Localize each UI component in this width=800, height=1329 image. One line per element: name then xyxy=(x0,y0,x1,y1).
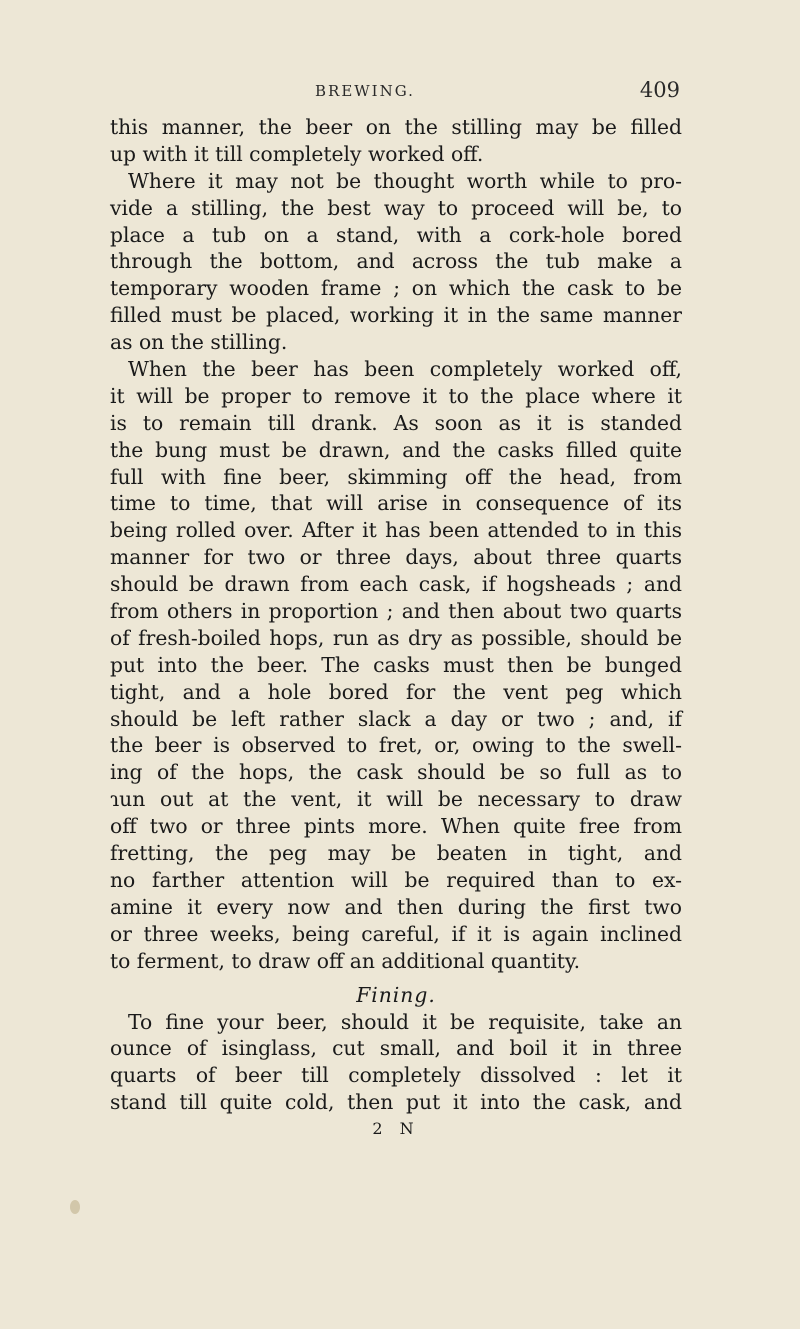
running-head: BREWING. xyxy=(315,82,415,100)
text-line: place a tub on a stand, with a cork-hole bored xyxy=(110,222,682,247)
text-line: manner for two or three days, about three quarts xyxy=(110,545,682,570)
text-line: temporary wooden frame ; on which the cask to be xyxy=(110,276,682,301)
text-line: tight, and a hole bored for the vent peg which xyxy=(110,679,682,704)
text-line: this manner, the beer on the stilling may be filled xyxy=(110,115,682,139)
text-line: off two or three pints more. When quite free from xyxy=(110,814,682,839)
text-line: To fine your beer, should it be requisite, take an xyxy=(128,1009,682,1034)
text-line: ounce of isinglass, cut small, and boil it in three xyxy=(110,1036,682,1061)
text-line: When the beer has been completely worked off, xyxy=(128,357,682,382)
section-heading: Fining. xyxy=(356,982,436,1007)
text-line: filled must be placed, working it in the same manner xyxy=(110,303,682,328)
text-line: Where it may not be thought worth while to pro- xyxy=(128,168,682,193)
text-line: through the bottom, and across the tub make a xyxy=(110,249,682,274)
body-text xyxy=(110,114,682,1143)
text-line: of fresh-boiled hops, run as dry as possible, should be xyxy=(110,625,682,650)
text-line: is to remain till drank. As soon as it is standed xyxy=(110,410,682,435)
page-number: 409 xyxy=(639,78,680,102)
text-line: the bung must be drawn, and the casks filled quite xyxy=(110,437,682,462)
text-line: as on the stilling. xyxy=(110,330,288,355)
text-line: stand till quite cold, then put it into the cask, and xyxy=(110,1090,682,1115)
text-line: the beer is observed to fret, or, owing to the swell- xyxy=(110,733,682,758)
page-header xyxy=(110,78,680,108)
text-line: to ferment, to draw off an additional quantity. xyxy=(110,948,581,973)
text-line: vide a stilling, the best way to proceed will be, to xyxy=(110,195,682,220)
text-line: time to time, that will arise in consequence of its xyxy=(110,491,682,516)
signature-mark: 2 N xyxy=(372,1119,420,1139)
text-line: being rolled over. After it has been attended to in this xyxy=(110,518,682,543)
paper-stain xyxy=(70,1200,80,1214)
text-line: amine it every now and then during the first two xyxy=(110,894,682,919)
text-line: should be left rather slack a day or two ; and, if xyxy=(110,706,682,731)
text-line: no farther attention will be required than to ex- xyxy=(110,867,682,892)
text-line: put into the beer. The casks must then be bunged xyxy=(110,652,682,677)
text-line: it will be proper to remove it to the place where it xyxy=(110,383,682,408)
text-line: full with fine beer, skimming off the head, from xyxy=(110,464,682,489)
text-line: from others in proportion ; and then about two quarts xyxy=(110,599,682,624)
text-line: or three weeks, being careful, if it is again inclined xyxy=(110,921,682,946)
text-line: fretting, the peg may be beaten in tight, and xyxy=(110,841,682,866)
text-line: ɿun out at the vent, it will be necessary to draw xyxy=(110,787,682,812)
text-line: up with it till completely worked off. xyxy=(110,141,484,166)
text-line: should be drawn from each cask, if hogsheads ; and xyxy=(110,572,682,597)
text-line: ing of the hops, the cask should be so full as to xyxy=(110,760,682,785)
text-line: quarts of beer till completely dissolved : let it xyxy=(110,1063,682,1088)
